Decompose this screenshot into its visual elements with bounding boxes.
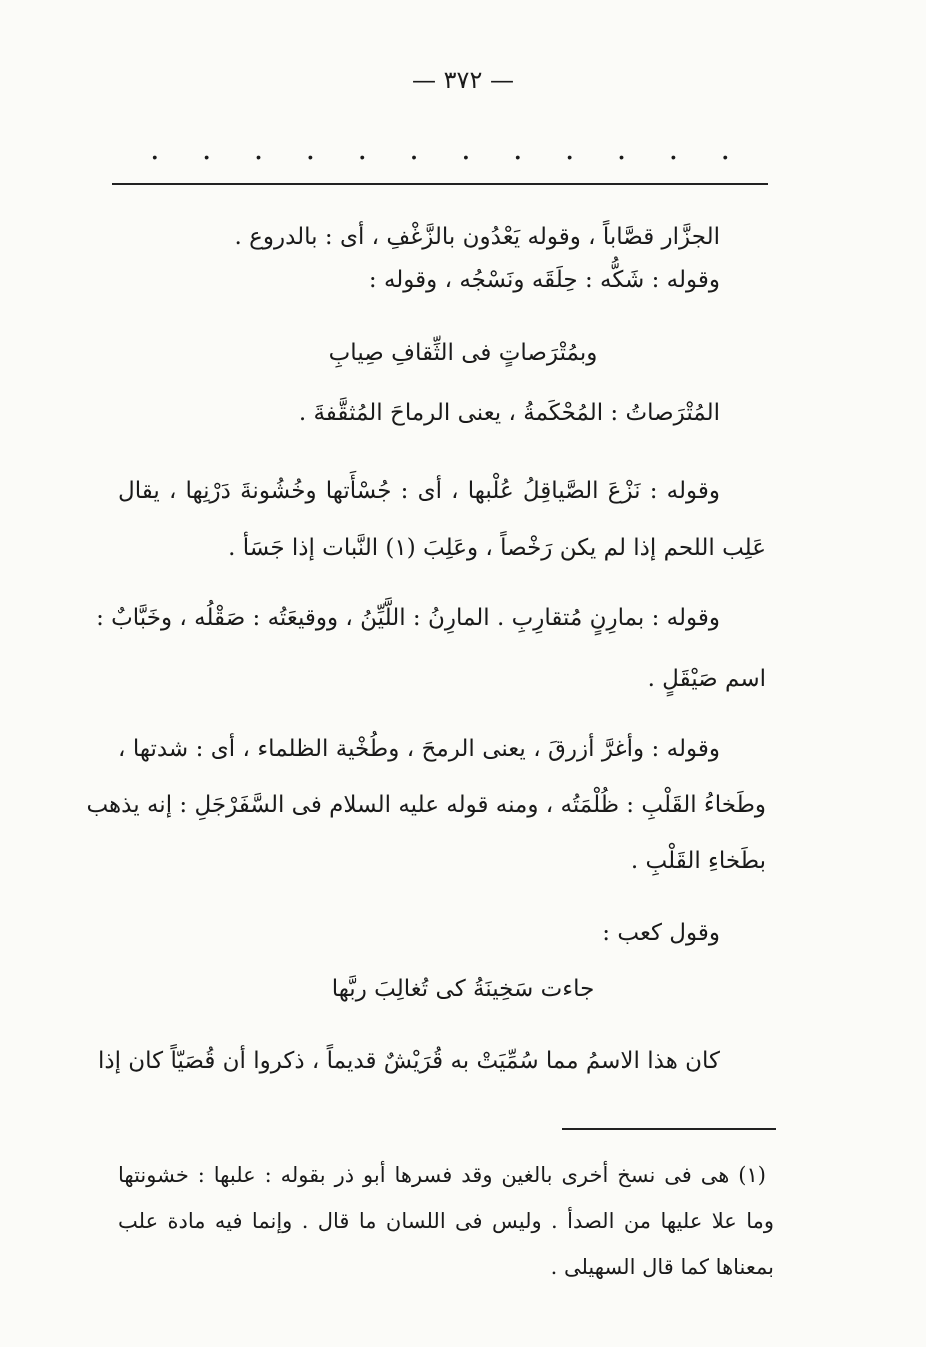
page-number: — ٣٧٢ — <box>412 66 514 94</box>
text-line: كان هذا الاسمُ مما سُمِّيَتْ به قُرَيْشٌ قديماً ، ذكروا أن قُصَيّاً كان إذا <box>97 1048 720 1074</box>
dot: . <box>357 132 367 167</box>
footnote-line: بمعناها كما قال السهيلى . <box>550 1255 774 1279</box>
verse-line: جاءت سَخِينَةُ كى تُغالِبَ ربَّها <box>331 976 595 1002</box>
text-line: وقوله : وأغرَّ أزرقَ ، يعنى الرمحَ ، وطُخْية الظلماء ، أى : شدتها ، <box>118 736 720 762</box>
text-line: وقوله : نَزْعَ الصَّياقِلُ عُلْبها ، أى : جُسْأَتها وخُشُونةَ دَرْنِها ، يقال <box>118 478 720 504</box>
dot: . <box>513 132 523 167</box>
dot: . <box>720 132 730 167</box>
footnote-line: وما علا عليها من الصدأ . وليس فى اللسان ما قال . وإنما فيه مادة علب <box>118 1209 774 1233</box>
dot: . <box>461 132 471 167</box>
text-line: بطَخاءِ القَلْبِ . <box>630 848 766 874</box>
text-line: وقوله : شَكُّه : حِلَقَه ونَسْجُه ، وقوله : <box>368 267 720 293</box>
footnote-rule <box>562 1128 776 1130</box>
ornament-dots <box>150 132 730 167</box>
dot: . <box>668 132 679 167</box>
dot: . <box>150 132 160 167</box>
text-line: اسم صَيْقَلٍ . <box>647 666 766 692</box>
dot: . <box>253 132 264 167</box>
verse-line: وبمُتْرَصاتٍ فى الثِّقافِ صِيابِ <box>328 340 598 366</box>
dot: . <box>409 132 419 167</box>
dot: . <box>201 132 212 167</box>
text-line: عَلِب اللحم إذا لم يكن رَخْصاً ، وعَلِبَ (١) النَّبات إذا جَسَأ . <box>228 535 766 561</box>
footnote-line: (١) هى فى نسخ أخرى بالغين وقد فسرها أبو ذر بقوله : علبها : خشونتها <box>118 1163 766 1187</box>
text-line: المُتْرَصاتُ : المُحْكَمةُ ، يعنى الرماحَ المُثقَّفةَ . <box>298 400 720 426</box>
dot: . <box>616 132 627 167</box>
text-line: وطَخاءُ القَلْبِ : ظُلْمَتُه ، ومنه قوله عليه السلام فى السَّفَرْجَلِ : إنه يذهب <box>86 792 766 818</box>
dot: . <box>305 132 316 167</box>
text-line: الجزَّار قصَّاباً ، وقوله يَعْدُون بالزَّغْفِ ، أى : بالدروع . <box>234 224 720 250</box>
text-line: وقوله : بمارِنٍ مُتقارِبِ . المارِنُ : اللَّيِّنُ ، ووقيعَتُه : صَقْلُه ، وخَبَّابٌ : <box>96 605 720 631</box>
header-rule <box>112 183 768 185</box>
dot: . <box>564 132 575 167</box>
text-line: وقول كعب : <box>602 920 720 946</box>
